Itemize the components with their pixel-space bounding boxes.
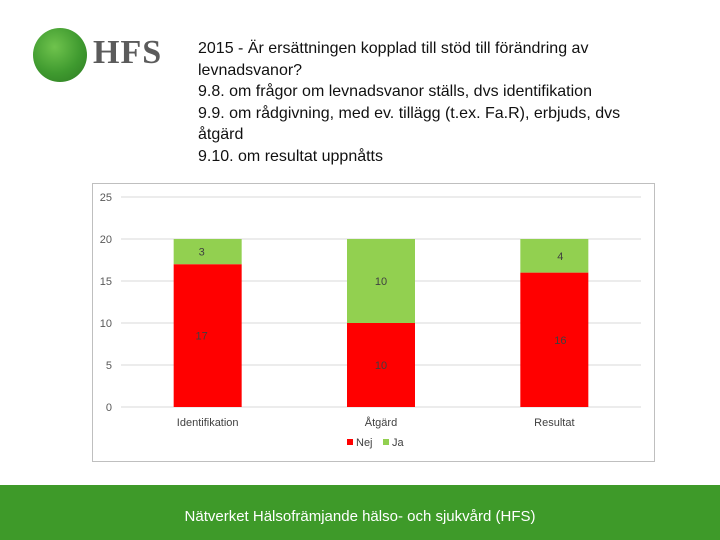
slide-title (198, 38, 698, 167)
y-tick-label: 15 (99, 276, 112, 288)
chart-frame (92, 183, 655, 462)
data-label: 16 (554, 334, 567, 347)
x-tick-label: Åtgärd (364, 417, 398, 429)
x-tick-label: Identifikation (176, 417, 239, 429)
stacked-bar-chart (93, 184, 654, 461)
title-line: 2015 - Är ersättningen kopplad till stöd till förändring av (198, 40, 589, 57)
y-tick-label: 10 (99, 318, 112, 330)
logo-text: HFS (93, 34, 163, 71)
title-line: 9.8. om frågor om levnadsvanor ställs, dvs identifikation (198, 83, 592, 100)
legend-swatch-ja (383, 439, 389, 445)
legend-label: Ja (392, 437, 404, 449)
y-tick-label: 25 (99, 192, 112, 204)
x-tick-label: Resultat (534, 417, 575, 429)
bar-ja (174, 239, 242, 264)
hfs-logo (33, 28, 163, 84)
y-tick-label: 5 (105, 360, 112, 372)
bar-ja (520, 239, 588, 273)
y-tick-label: 0 (105, 402, 112, 414)
title-line: 9.9. om rådgivning, med ev. tillägg (t.ex. Fa.R), erbjuds, dvs (198, 104, 621, 122)
data-label: 3 (198, 246, 205, 259)
y-tick-label: 20 (99, 234, 112, 246)
legend-label: Nej (356, 437, 373, 449)
title-line: åtgärd (198, 126, 244, 143)
data-label: 4 (557, 250, 564, 263)
title-line: levnadsvanor? (198, 61, 303, 79)
logo-circle-icon (33, 28, 87, 82)
footer-bar (0, 485, 720, 540)
footer-text: Nätverket Hälsofrämjande hälso- och sjukvård (HFS) (184, 508, 536, 525)
title-line: 9.10. om resultat uppnåtts (198, 147, 383, 165)
legend-swatch-nej (347, 439, 353, 445)
data-label: 10 (374, 360, 388, 372)
data-label: 10 (374, 276, 388, 288)
data-label: 17 (195, 330, 208, 343)
